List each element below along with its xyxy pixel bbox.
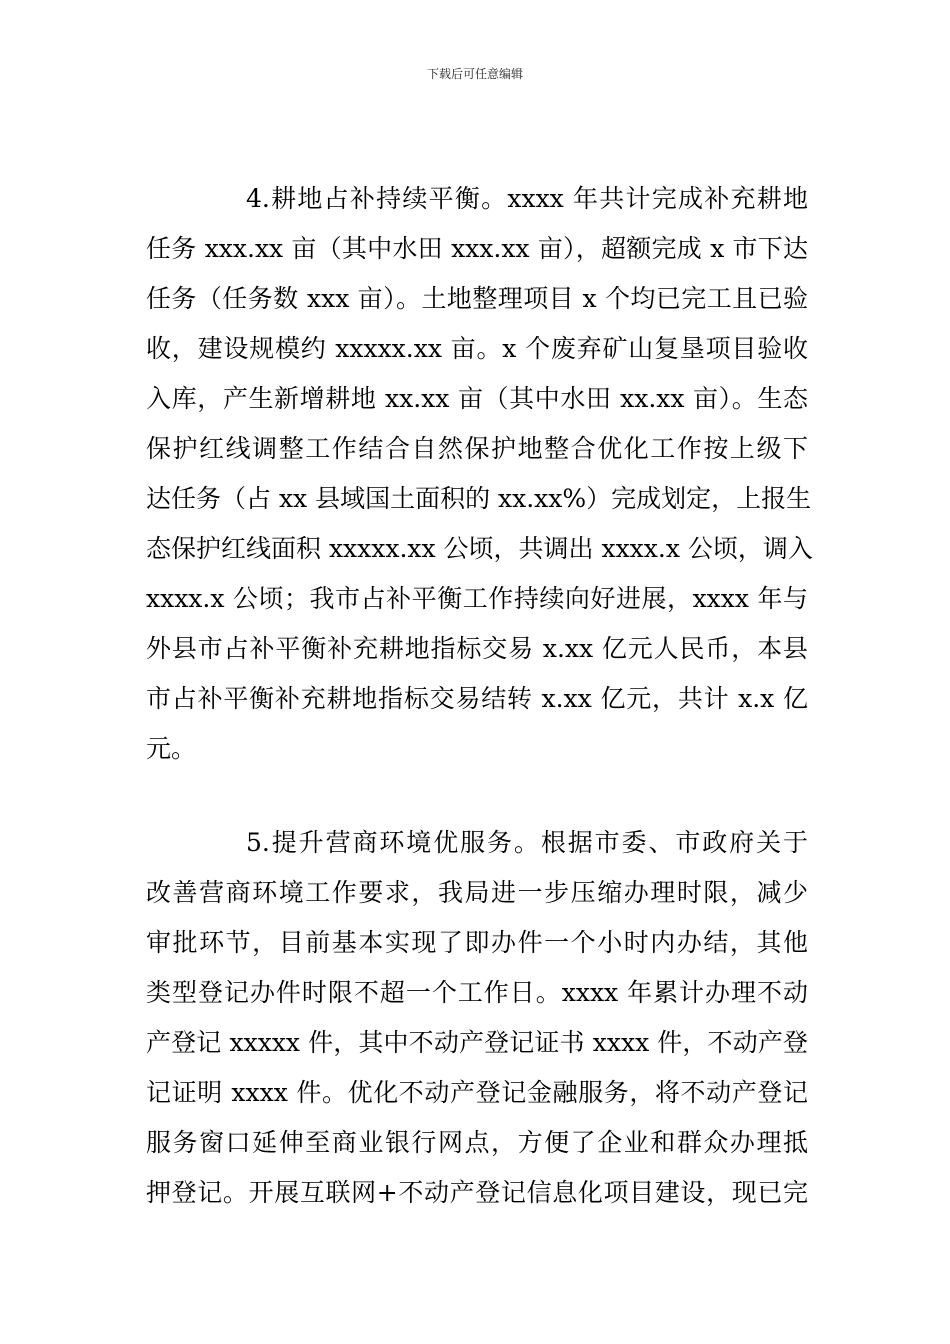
paragraph-farmland-balance bbox=[146, 174, 813, 774]
text-line: 外县市占补平衡补充耕地指标交易 x.xx 亿元人民币，本县 bbox=[146, 634, 808, 663]
text-line: 任务 xxx.xx 亩（其中水田 xxx.xx 亩），超额完成 x 市下达 bbox=[146, 234, 808, 263]
text-line: 任务（任务数 xxx 亩）。土地整理项目 x 个均已完工且已验 bbox=[146, 284, 808, 313]
page-header: 下载后可任意编辑 bbox=[426, 67, 523, 81]
text-line: 审批环节，目前基本实现了即办件一个小时内办结，其他 bbox=[146, 928, 808, 957]
text-line: 类型登记办件时限不超一个工作日。xxxx 年累计办理不动 bbox=[146, 978, 808, 1007]
text-line: 入库，产生新增耕地 xx.xx 亩（其中水田 xx.xx 亩）。生态 bbox=[146, 384, 808, 413]
text-line: 5.提升营商环境优服务。根据市委、市政府关于 bbox=[246, 828, 808, 857]
text-line: 达任务（占 xx 县域国土面积的 xx.xx%）完成划定，上报生 bbox=[146, 484, 812, 513]
text-line: 记证明 xxxx 件。优化不动产登记金融服务，将不动产登记 bbox=[146, 1078, 808, 1107]
text-line: 元。 bbox=[146, 734, 197, 763]
text-line: 4.耕地占补持续平衡。xxxx 年共计完成补充耕地 bbox=[246, 184, 808, 213]
paragraph-business-environment bbox=[146, 818, 808, 1218]
text-line: 押登记。开展互联网+不动产登记信息化项目建设，现已完 bbox=[146, 1178, 808, 1207]
text-line: 服务窗口延伸至商业银行网点，方便了企业和群众办理抵 bbox=[146, 1128, 808, 1157]
text-line: 收，建设规模约 xxxxx.xx 亩。x 个废弃矿山复垦项目验收 bbox=[146, 334, 808, 363]
text-line: 保护红线调整工作结合自然保护地整合优化工作按上级下 bbox=[146, 434, 808, 463]
text-line: 改善营商环境工作要求，我局进一步压缩办理时限，减少 bbox=[146, 878, 808, 907]
text-line: 产登记 xxxxx 件，其中不动产登记证书 xxxx 件，不动产登 bbox=[146, 1028, 808, 1057]
text-line: 市占补平衡补充耕地指标交易结转 x.xx 亿元，共计 x.x 亿 bbox=[146, 684, 808, 713]
text-line: xxxx.x 公顷；我市占补平衡工作持续向好进展，xxxx 年与 bbox=[146, 584, 808, 613]
text-line: 态保护红线面积 xxxxx.xx 公顷，共调出 xxxx.x 公顷，调入 bbox=[146, 534, 813, 563]
